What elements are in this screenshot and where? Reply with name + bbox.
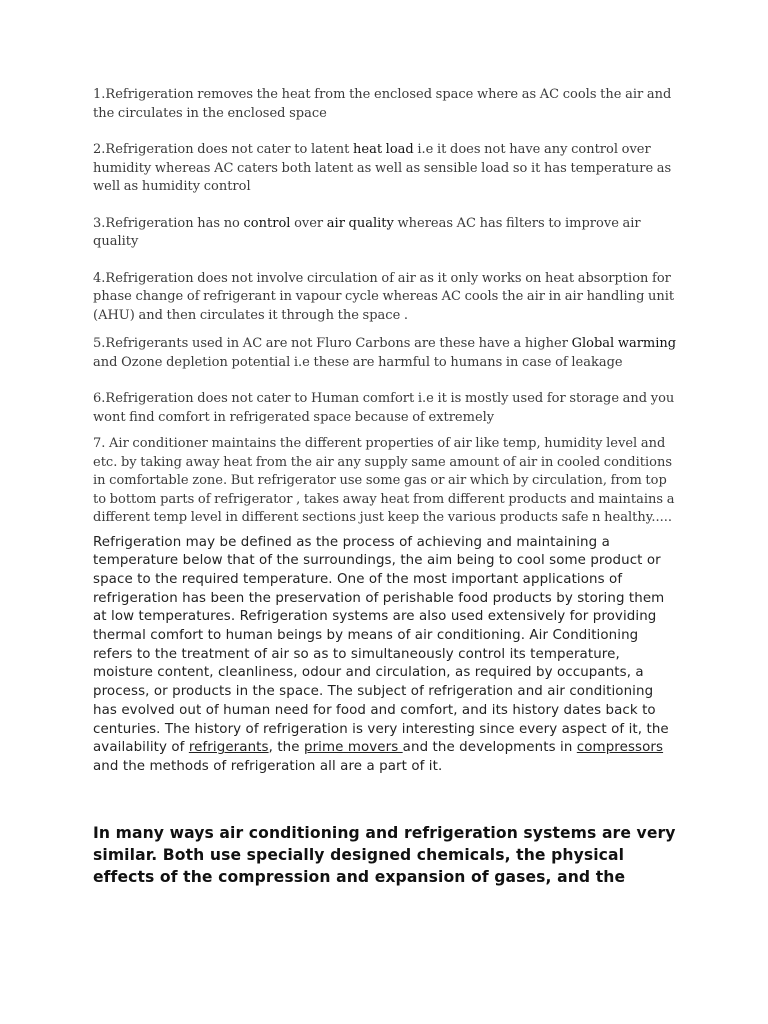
point-5-text-b: and Ozone depletion potential i.e these are harmful to humans in case of leakage [93,354,623,370]
point-2-keyword: heat load [353,142,414,157]
point-2-text-a: 2.Refrigeration does not cater to latent [93,142,353,157]
document-page [93,86,678,888]
refrigerants-link[interactable]: refrigerants [188,740,269,756]
definition-text-c: and the developments in [402,740,577,756]
point-6 [93,390,678,427]
compressors-link[interactable]: compressors [576,740,664,756]
closing-paragraph [93,822,678,888]
definition-text-d: and the methods of refrigeration all are a part of it. [93,758,443,774]
point-7-text: 7. Air conditioner maintains the different properties of air like temp, humidity level and etc. by taking away heat from the air any supply same amount of air in cooled conditions in comfortable zone. But refrigerator use some gas or air which by circulation, from top to bottom parts of refrigerator , takes away heat from different products and maintains a different temp level in different sections just keep the various products safe n healthy..... [93,436,675,525]
definition-paragraph [93,534,678,777]
point-3-keyword-control: control [243,215,291,231]
point-3 [93,215,678,252]
point-6-text: 6.Refrigeration does not cater to Human comfort i.e it is mostly used for storage and you wont find comfort in refrigerated space because of extremely [93,391,675,425]
point-5 [93,335,678,372]
point-3-keyword-air-quality: air quality [326,215,394,231]
definition-text-b: , the [268,740,304,756]
prime-movers-link[interactable]: prime movers [303,740,403,756]
point-3-text-c: whereas AC has filters to improve air quality [93,215,641,249]
point-7 [93,435,678,528]
point-2 [93,141,678,197]
point-5-text-a: 5.Refrigerants used in AC are not Fluro Carbons are these have a higher [93,336,572,351]
point-3-text-a: 3.Refrigeration has no [93,215,244,231]
point-2-text-b: i.e it does not have any control over humidity whereas AC caters both latent as well as sensible load so it has temperature as well as humidity control [93,142,672,194]
definition-text-a: Refrigeration may be defined as the process of achieving and maintaining a temperature below that of the surroundings, the aim being to cool some product or space to the required temperature. One of the most important applications of refrigeration has been the preservation of perishable food products by storing them at low temperatures. Refrigeration systems are also used extensively for providing thermal comfort to human beings by means of air conditioning. Air Conditioning refers to the treatment of air so as to simultaneously control its temperature, moisture content, cleanliness, odour and circulation, as required by occupants, a process, or products in the space. The subject of refrigeration and air conditioning has evolved out of human need for food and comfort, and its history dates back to centuries. The history of refrigeration is very interesting since every aspect of it, the availability of [93,534,669,756]
point-4 [93,270,678,326]
point-1 [93,86,678,123]
closing-text: In many ways air conditioning and refrigeration systems are very similar. Both use specially designed chemicals, the physical effects of the compression and expansion of gases, and the [93,823,676,886]
point-5-keyword: Global warming [571,336,677,351]
point-4-text: 4.Refrigeration does not involve circulation of air as it only works on heat absorption for phase change of refrigerant in vapour cycle whereas AC cools the air in air handling unit (AHU) and then circulates it through the space . [93,270,675,323]
point-1-text: 1.Refrigeration removes the heat from the enclosed space where as AC cools the air and the circulates in the enclosed space [93,87,672,121]
point-3-text-b: over [290,215,327,231]
